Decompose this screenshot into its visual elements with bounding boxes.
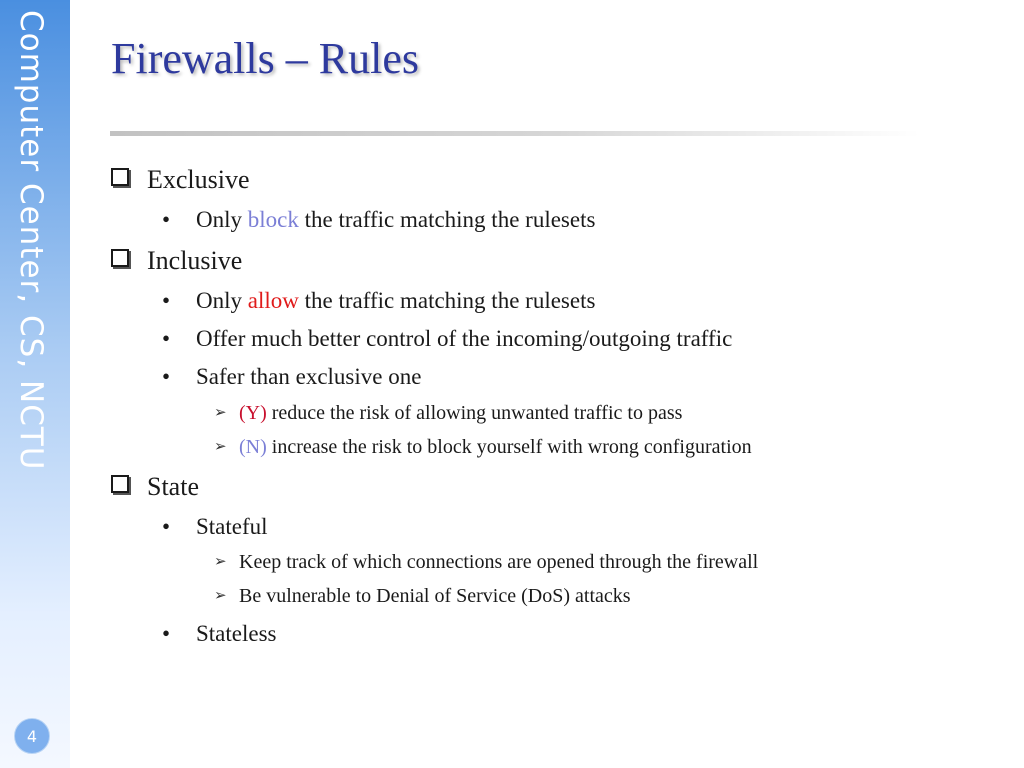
- tag-no: (N): [239, 436, 267, 458]
- checkbox-bullet-icon: [111, 475, 129, 493]
- sidebar: [0, 0, 70, 768]
- bullet-inclusive-control: • Offer much better control of the incoming/outgoing traffic: [162, 326, 733, 351]
- title-divider: [110, 131, 920, 136]
- tag-yes: (Y): [239, 402, 267, 424]
- bullet-inclusive-allow: • Only allow the traffic matching the rulesets: [162, 288, 596, 313]
- sub-bullet-dos: ➢ Be vulnerable to Denial of Service (DoS) attacks: [214, 585, 631, 607]
- keyword-allow: allow: [247, 288, 299, 313]
- sub-bullet-yes: ➢ (Y) reduce the risk of allowing unwanted traffic to pass: [214, 402, 683, 424]
- arrow-bullet-icon: ➢: [214, 439, 227, 455]
- checkbox-bullet-icon: [111, 249, 129, 267]
- heading-state: State: [111, 472, 199, 502]
- arrow-bullet-icon: ➢: [214, 405, 227, 421]
- bullet-stateless: • Stateless: [162, 621, 277, 646]
- bullet-dot-icon: •: [162, 364, 171, 389]
- slide-title: Firewalls – Rules: [111, 34, 419, 83]
- page-number-badge: 4: [14, 718, 50, 754]
- heading-exclusive: Exclusive: [111, 165, 250, 195]
- bullet-dot-icon: •: [162, 326, 171, 351]
- bullet-dot-icon: •: [162, 621, 171, 646]
- checkbox-bullet-icon: [111, 168, 129, 186]
- bullet-dot-icon: •: [162, 207, 171, 232]
- arrow-bullet-icon: ➢: [214, 588, 227, 604]
- sub-bullet-no: ➢ (N) increase the risk to block yourself with wrong configuration: [214, 436, 752, 458]
- bullet-dot-icon: •: [162, 288, 171, 313]
- sub-bullet-track: ➢ Keep track of which connections are opened through the firewall: [214, 551, 759, 573]
- bullet-exclusive-block: • Only block the traffic matching the rulesets: [162, 207, 596, 232]
- arrow-bullet-icon: ➢: [214, 554, 227, 570]
- bullet-stateful: • Stateful: [162, 514, 268, 539]
- sidebar-caption: Computer Center, CS, NCTU: [13, 10, 49, 471]
- heading-inclusive: Inclusive: [111, 246, 242, 276]
- bullet-dot-icon: •: [162, 514, 171, 539]
- bullet-inclusive-safer: • Safer than exclusive one: [162, 364, 422, 389]
- keyword-block: block: [247, 207, 299, 232]
